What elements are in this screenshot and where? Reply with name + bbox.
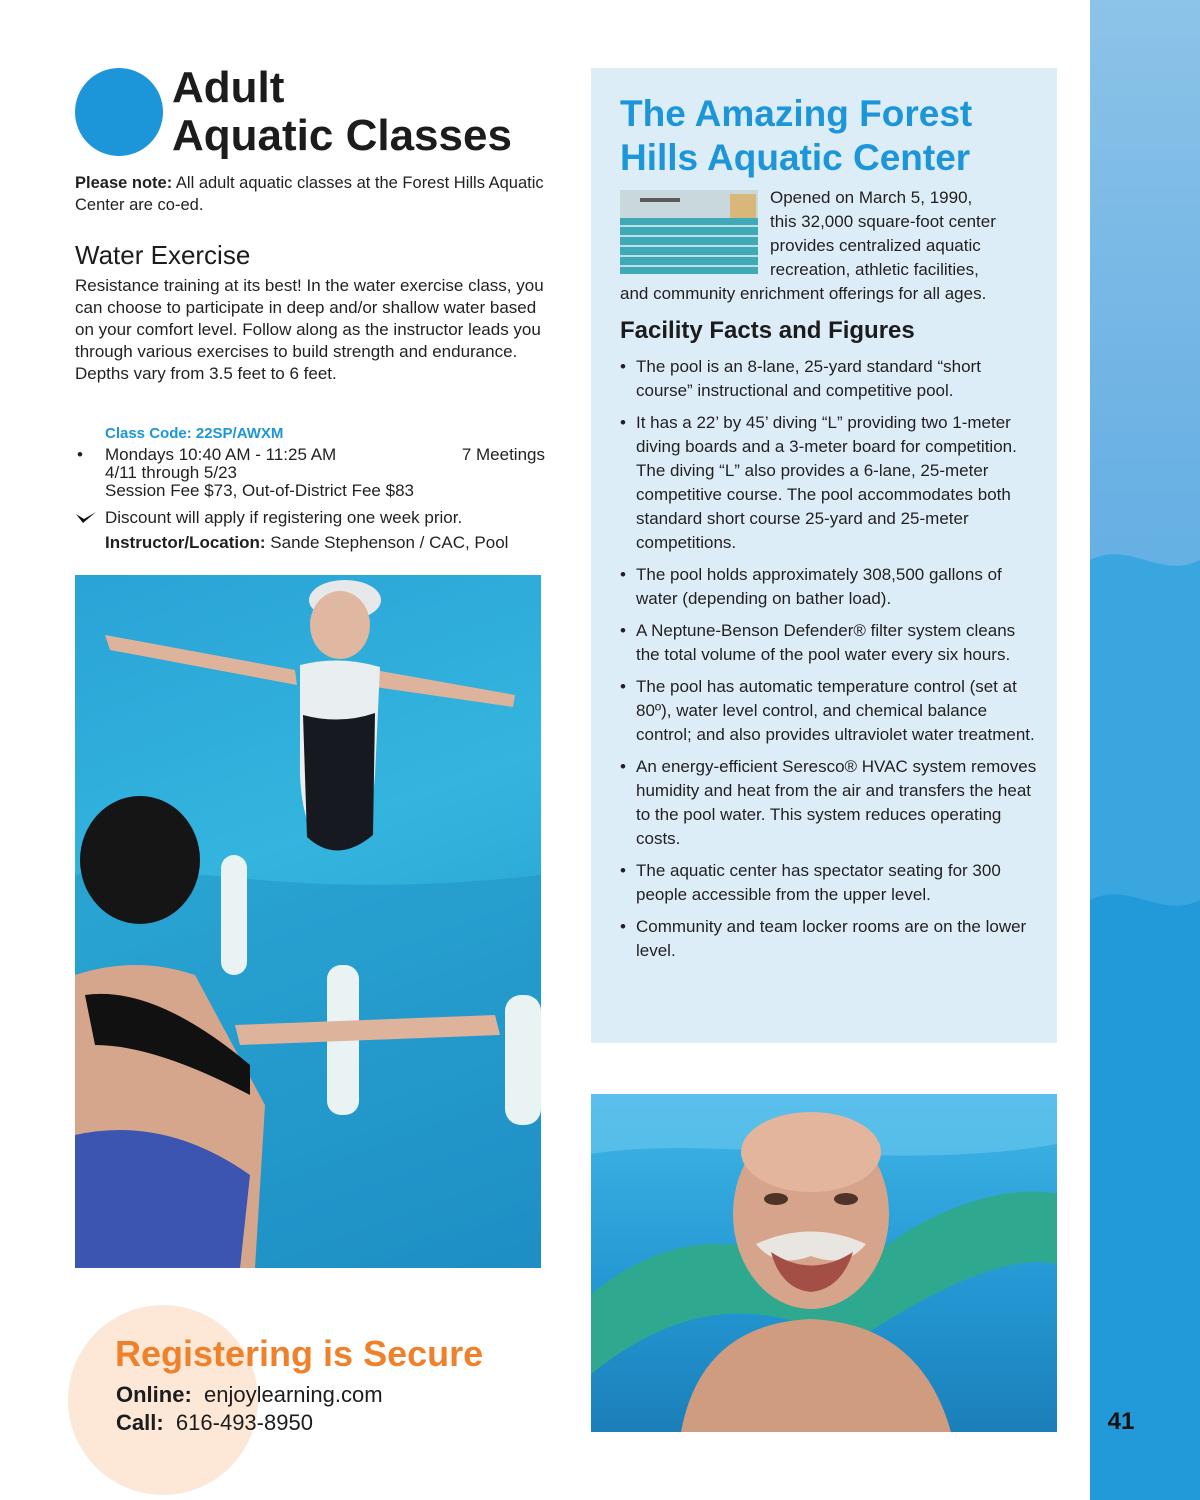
- class-meetings: 7 Meetings: [461, 445, 545, 464]
- note-label: Please note:: [75, 174, 173, 192]
- intro-line-4: recreation, athletic facilities,: [770, 260, 979, 279]
- side-color-band: [1090, 0, 1200, 1500]
- pool-thumbnail-photo: [620, 190, 758, 274]
- intro-line-5: and community enrichment offerings for all ages.: [620, 284, 987, 303]
- fact-item: • The aquatic center has spectator seating for 300 people accessible from the upper level.: [620, 859, 1040, 907]
- class-schedule: Mondays 10:40 AM - 11:25 AM: [105, 445, 337, 464]
- call-label: Call:: [116, 1410, 164, 1435]
- facts-heading: Facility Facts and Figures: [620, 317, 915, 344]
- class-schedule-block: [75, 446, 545, 500]
- intro-line-1: Opened on March 5, 1990,: [770, 188, 973, 207]
- instructor-location: [105, 533, 508, 553]
- aquatic-center-title: The Amazing Forest Hills Aquatic Center: [620, 93, 973, 178]
- class-code: Class Code: 22SP/AWXM: [105, 425, 284, 442]
- wave-decoration: [1090, 0, 1200, 1500]
- instructor-value: Sande Stephenson / CAC, Pool: [265, 533, 509, 552]
- senior-swimmer-photo: [591, 1094, 1057, 1432]
- dates-row: [75, 464, 545, 482]
- page-title: [172, 64, 592, 160]
- note-text: All adult aquatic classes at the Forest Hills Aquatic Center are co-ed.: [75, 174, 544, 214]
- fact-item: • A Neptune-Benson Defender® filter system cleans the total volume of the pool water every six hours.: [620, 619, 1040, 667]
- discount-text: Discount will apply if registering one week prior.: [105, 508, 463, 527]
- page-number: 41: [1107, 1408, 1135, 1435]
- intro-line-3: provides centralized aquatic: [770, 236, 981, 255]
- class-description: Resistance training at its best! In the water exercise class, you can choose to participate in deep and/or shallow water based on your comfort level. Follow along as the instructor leads you through various exercises to build strength and endurance. Depths vary from 3.5 feet to 6 feet.: [75, 276, 544, 383]
- page-title-line1: Adult: [172, 63, 285, 112]
- register-online: [116, 1382, 383, 1408]
- schedule-row: [75, 446, 545, 464]
- fact-item: • The pool holds approximately 308,500 gallons of water (depending on bather load).: [620, 563, 1040, 611]
- fees-row: [75, 482, 545, 500]
- register-call: [116, 1410, 313, 1436]
- page-title-line2: Aquatic Classes: [172, 111, 512, 160]
- bullet: •: [77, 445, 83, 464]
- discount-note: [75, 508, 545, 528]
- intro-line-2: this 32,000 square-foot center: [770, 212, 996, 231]
- fact-item: • The pool has automatic temperature control (set at 80º), water level control, and chemical balance control; and also provides ultraviolet water treatment.: [620, 675, 1040, 747]
- class-dates: 4/11 through 5/23: [105, 463, 238, 482]
- facts-list: [620, 355, 1040, 971]
- online-label: Online:: [116, 1382, 192, 1407]
- fact-item: • Community and team locker rooms are on the lower level.: [620, 915, 1040, 963]
- online-link[interactable]: enjoylearning.com: [204, 1382, 383, 1407]
- fact-item: • It has a 22’ by 45’ diving “L” providing two 1-meter diving boards and a 3-meter board for competition. The diving “L” also provides a 6-lane, 25-meter competitive course. The pool accommodates both standard short course 25-yard and 25-meter competitions.: [620, 411, 1040, 555]
- note: [75, 172, 545, 216]
- water-exercise-photo: [75, 575, 541, 1268]
- phone-number[interactable]: 616-493-8950: [175, 1410, 313, 1435]
- fact-item: • An energy-efficient Seresco® HVAC system removes humidity and heat from the air and transfers the heat to the pool water. This system reduces operating costs.: [620, 755, 1040, 851]
- instructor-label: Instructor/Location:: [105, 533, 266, 552]
- title-circle-icon: [75, 68, 163, 156]
- fact-item: • The pool is an 8-lane, 25-yard standard “short course” instructional and competitive pool.: [620, 355, 1040, 403]
- class-fees: Session Fee $73, Out-of-District Fee $83: [105, 481, 414, 500]
- checkmark-icon: [75, 510, 97, 531]
- class-heading: Water Exercise: [75, 240, 251, 270]
- register-title: Registering is Secure: [115, 1333, 484, 1374]
